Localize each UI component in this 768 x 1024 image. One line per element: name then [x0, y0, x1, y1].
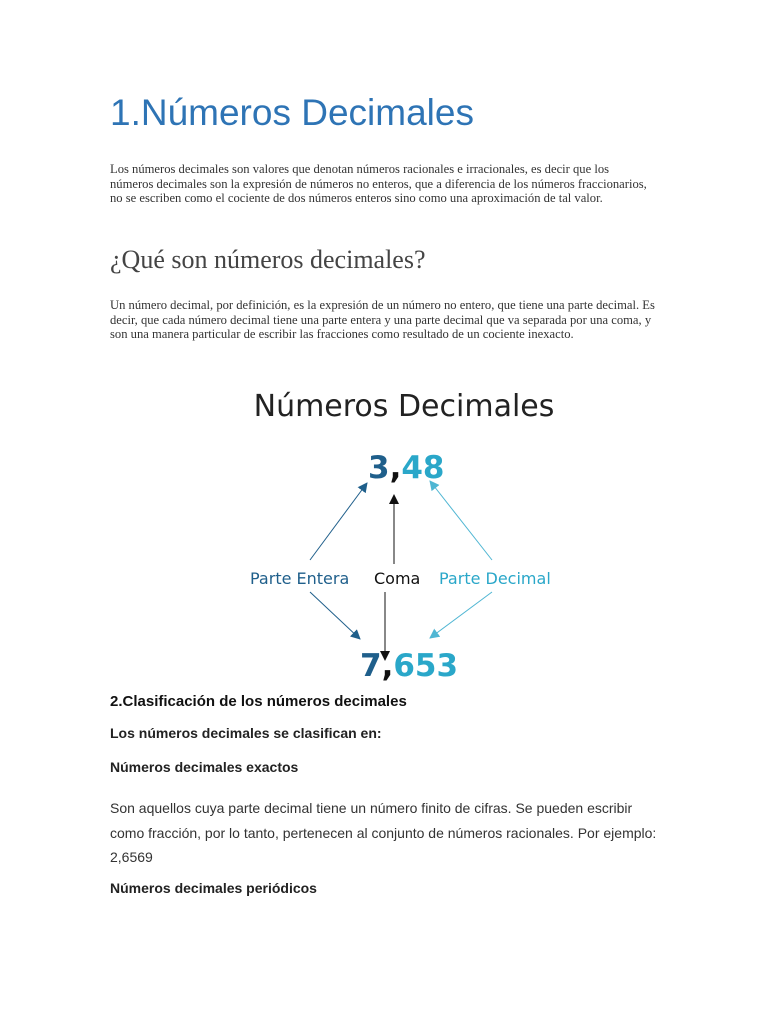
bottom-integer-part: 7: [360, 648, 382, 684]
bottom-comma: ,: [381, 648, 394, 684]
top-number: [368, 450, 445, 486]
bottom-number: [360, 648, 458, 684]
page-title: 1.Números Decimales: [110, 92, 474, 133]
classification-intro: Los números decimales se clasifican en:: [110, 725, 382, 741]
decimal-parts-diagram: [230, 380, 580, 685]
definition-paragraph: Un número decimal, por definición, es la expresión de un número no entero, que tiene una parte decimal. Es decir, que cada número decimal tiene una parte entera y una parte decimal que va separada por una coma, y son una manera particular de escribir las fracciones como resultado de un cociente inexacto.: [110, 298, 655, 342]
label-parte-entera: Parte Entera: [250, 569, 350, 588]
top-comma: ,: [389, 450, 402, 486]
arrow-entera-down: [310, 592, 360, 639]
periodic-decimals-heading: Números decimales periódicos: [110, 880, 317, 896]
arrow-decimal-down: [430, 592, 492, 638]
arrow-decimal-up: [430, 481, 492, 560]
exact-decimals-heading: Números decimales exactos: [110, 759, 299, 775]
bottom-decimal-part: 653: [393, 648, 459, 684]
label-coma: Coma: [374, 569, 421, 588]
arrow-entera-up: [310, 483, 367, 560]
section-heading-classification: 2.Clasificación de los números decimales: [110, 693, 407, 710]
top-integer-part: 3: [368, 450, 390, 486]
intro-paragraph: Los números decimales son valores que denotan números racionales e irracionales, es decir que los números decimales son la expresión de números no enteros, que a diferencia de los números fraccionarios, no se escriben como el cociente de dos números enteros sino como una aproximación de tal valor.: [110, 162, 647, 206]
section-heading-question: ¿Qué son números decimales?: [110, 245, 426, 274]
diagram-heading: Números Decimales: [253, 389, 555, 424]
exact-decimals-text: Son aquellos cuya parte decimal tiene un número finito de cifras. Se pueden escribir como fracción, por lo tanto, pertenecen al conjunto de números racionales. Por ejemplo: 2,6569: [110, 800, 657, 865]
label-parte-decimal: Parte Decimal: [439, 569, 551, 588]
top-decimal-part: 48: [401, 450, 445, 486]
